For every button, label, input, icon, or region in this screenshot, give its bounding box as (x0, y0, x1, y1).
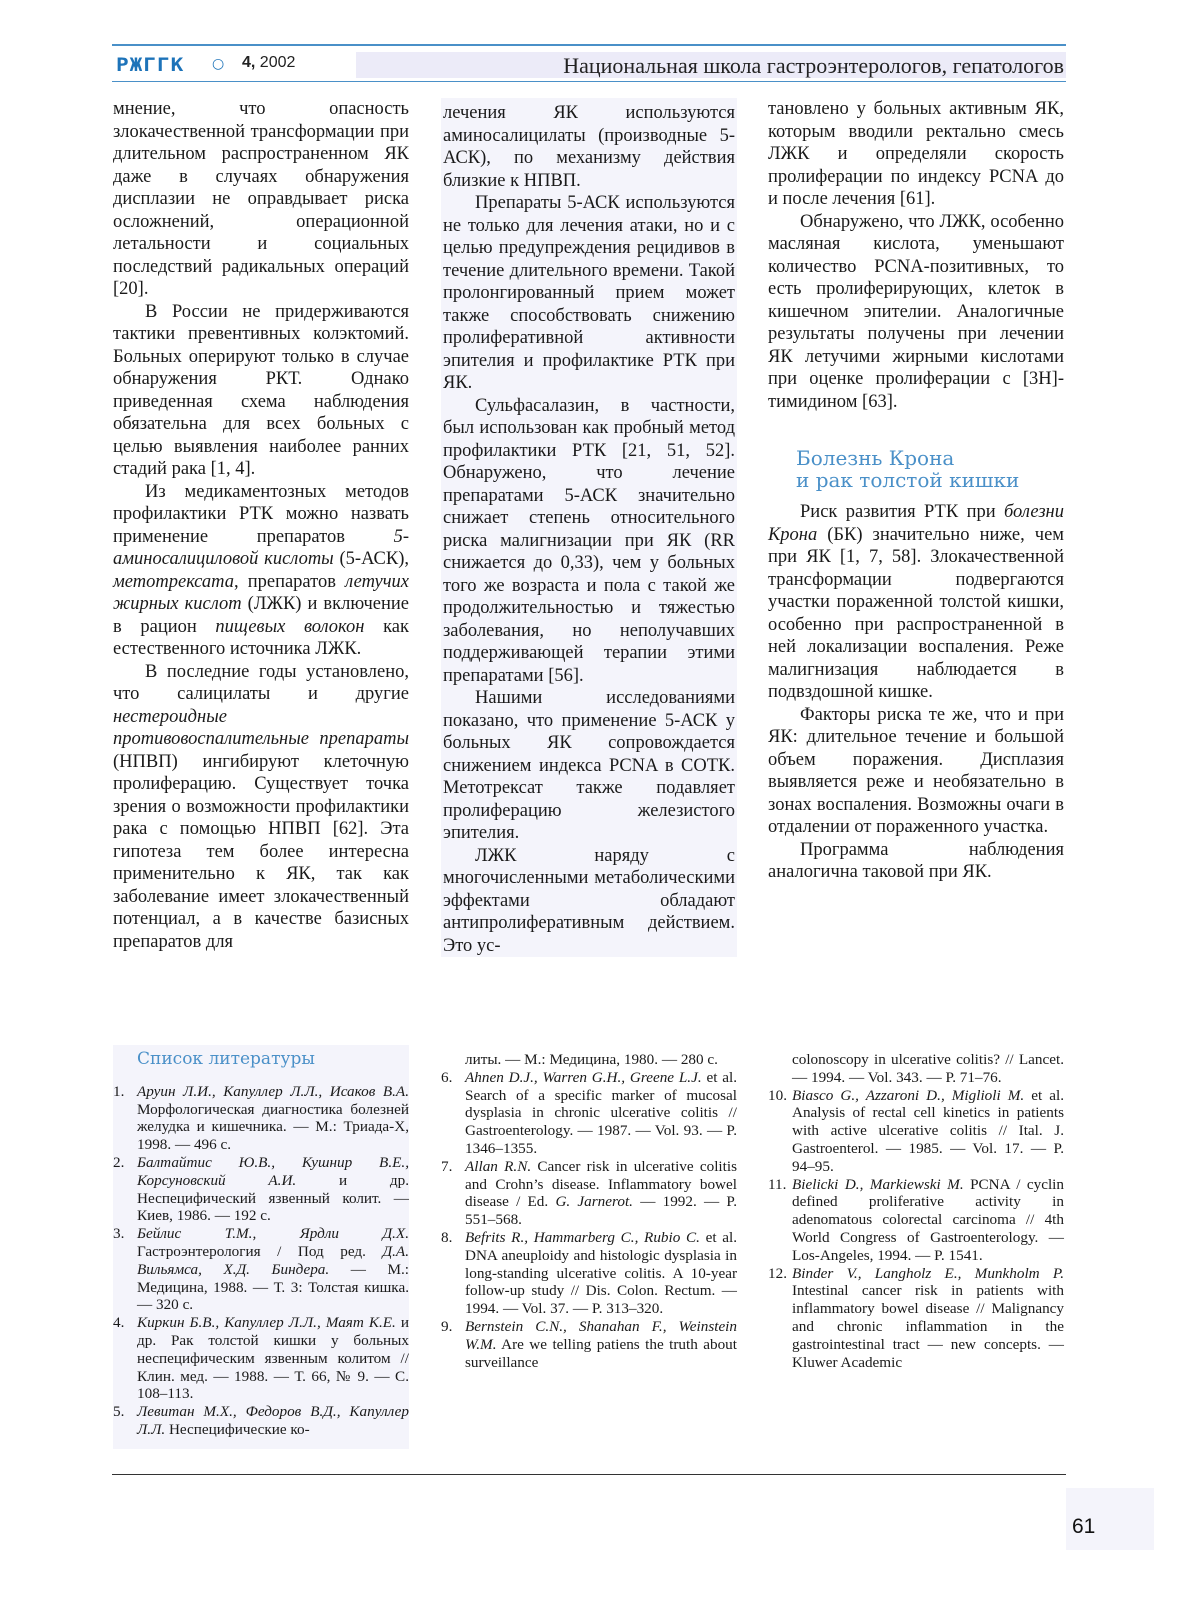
reference-item (768, 1176, 1064, 1265)
section-running-title: Национальная школа гастроэнтерологов, гепатологов (563, 53, 1064, 78)
body-column-3 (768, 98, 1064, 884)
paragraph: Из медикаментозных методов профилактики РТК можно назвать применение препаратов 5-аминосалициловой кислоты (5-АСК), метотрексата, препаратов летучих жирных кислот (ЛЖК) и включение в рацион пищевых волокон как естественного источника ЛЖК. (113, 481, 409, 659)
reference-number: 9. (441, 1317, 453, 1335)
reference-number: 7. (441, 1157, 453, 1175)
reference-text: colonoscopy in ulcerative colitis? // Lancet. — 1994. — Vol. 343. — P. 71–76. (792, 1051, 1064, 1086)
reference-text: Biasco G., Azzaroni D., Miglioli M. et al. Analysis of rectal cell kinetics in patients with active ulcerative colitis // Ital. J. Gastroenterol. — 1985. — Vol. 17. — P. 94–95. (792, 1086, 1065, 1175)
reference-number: 1. (113, 1082, 125, 1100)
page-header (112, 44, 1066, 88)
references-list-2 (441, 1051, 737, 1371)
reference-item (768, 1051, 1064, 1087)
reference-number: 12. (768, 1264, 787, 1282)
paragraph: Риск развития РТК при болезни Крона (БК) значительно ниже, чем при ЯК [1, 7, 58]. Злокачественной трансформации подвергаются участки пораженной толстой кишки, особенно при распространенной в ней локализации воспаления. Реже малигнизация наблюдается в подвздошной кишке. (768, 502, 1064, 702)
body-column-1 (113, 98, 409, 953)
references-list-1 (113, 1083, 409, 1439)
reference-item (768, 1265, 1064, 1372)
page-number: 61 (1072, 1515, 1096, 1538)
reference-item (113, 1314, 409, 1403)
body-column-2 (441, 98, 737, 957)
reference-item (113, 1225, 409, 1314)
reference-text: Befrits R., Hammarberg C., Rubio C. et al. DNA aneuploidy and histologic dysplasia in long-standing ulcerative colitis. A 10-year follow-up study // Dis. Colon. Rectum. — 1994. — Vol. 37. — P. 313–320. (465, 1228, 737, 1318)
reference-number: 11. (768, 1175, 787, 1193)
reference-number: 3. (113, 1225, 125, 1243)
reference-number: 6. (441, 1068, 453, 1086)
paragraph: Сульфасалазин, в частности, был использован как пробный метод профилактики РТК [21, 51, 52]. Обнаружено, что лечение препаратами 5-АСК значительно снижает степень относительного риска малигнизации при ЯК (RR снижается до 0,33), чем у больных того же возраста и пола с такой же продолжительностью и тяжестью заболевания, но неполучавших поддерживающей терапии этими препаратами [56]. (443, 395, 735, 686)
paragraph: В последние годы установлено, что салицилаты и другие нестероидные противовоспалительные препараты (НПВП) ингибируют клеточную пролиферацию. Существует точка зрения о возможности профилактики рака с помощью НПВП [62]. Эта гипотеза тем более интересна применительно к ЯК, так как заболевание имеет злокачественный потенциал, а в качестве базисных препаратов для (113, 661, 409, 952)
reference-text: Аруин Л.И., Капуллер Л.Л., Исаков В.А. Морфологическая диагностика болезней желудка и кишечника. — М.: Триада-Х, 1998. — 496 с. (137, 1082, 409, 1154)
references-column-2 (441, 1051, 737, 1371)
reference-item (441, 1051, 737, 1069)
reference-text: Allan R.N. Cancer risk in ulcerative colitis and Crohn’s disease. Inflammatory bowel disease / Ed. G. Jarnerot. — 1992. — P. 551–568. (465, 1157, 737, 1229)
paragraph: Нашими исследованиями показано, что применение 5-АСК у больных ЯК сопровождается снижением индекса PCNA в СОТК. Метотрексат также подавляет пролиферацию железистого эпителия. (443, 688, 735, 843)
header-rule-top (112, 44, 1066, 46)
reference-text: Binder V., Langholz E., Munkholm P. Intestinal cancer risk in patients with inflammatory bowel disease // Malignancy and chronic inflammation in the gastrointestinal tract — new concepts. — Kluwer Academic (792, 1264, 1064, 1371)
paragraph: Факторы риска те же, что и при ЯК: длительное течение и большой объем поражения. Дисплазия выявляется реже и необязательно в зонах воспаления. Возможны очаги в отдалении от пораженного участка. (768, 704, 1064, 837)
reference-item (441, 1069, 737, 1158)
reference-item (768, 1087, 1064, 1176)
reference-item (441, 1158, 737, 1229)
reference-item (113, 1154, 409, 1225)
reference-text: Левитан М.Х., Федоров В.Д., Капуллер Л.Л. Неспецифические ко- (137, 1403, 409, 1438)
reference-text: Бейлис Т.М., Ярдли Д.Х. Гастроэнтерология / Под ред. Д.А. Вильямса, Х.Д. Биндера. — М.: Медицина, 1988. — Т. 3: Толстая кишка. — 320 с. (137, 1225, 409, 1314)
issue-number: 4, (242, 54, 256, 71)
references-list-3 (768, 1051, 1064, 1371)
reference-number: 5. (113, 1403, 125, 1421)
paragraph: лечения ЯК используются аминосалицилаты (производные 5-АСК), по механизму действия близкие к НПВП. (443, 103, 735, 191)
reference-number: 8. (441, 1228, 453, 1246)
reference-text: Балтайтис Ю.В., Кушнир В.Е., Корсуновский А.И. и др. Неспецифический язвенный колит. — Киев, 1986. — 192 с. (137, 1153, 410, 1225)
reference-text: Bernstein C.N., Shanahan F., Weinstein W.M. Are we telling patiens the truth about surveillance (465, 1317, 737, 1371)
paragraph: тановлено у больных активным ЯК, которым вводили ректально смесь ЛЖК и определяли скорость пролиферации по индексу PCNA до и после лечения [61]. (768, 99, 1064, 209)
footer-rule (112, 1474, 1066, 1475)
reference-item (113, 1403, 409, 1439)
header-rule-bottom (112, 81, 1066, 82)
paragraph: Препараты 5-АСК используются не только для лечения атаки, но и с целью предупреждения рецидивов в течение длительного времени. Такой пролонгированный прием может также способствовать снижению пролиферативной активности эпителия и профилактике РТК при ЯК. (443, 193, 735, 393)
column-3-intro (768, 98, 1064, 413)
header-bullet-icon: ○ (212, 56, 225, 72)
references-column-1 (113, 1045, 409, 1449)
reference-number: 10. (768, 1086, 787, 1104)
references-column-3 (768, 1051, 1064, 1371)
reference-item (441, 1318, 737, 1371)
references-heading: Список литературы (137, 1049, 315, 1069)
reference-text: Киркин Б.В., Капуллер Л.Л., Маят К.Е. и др. Рак толстой кишки у больных неспецифическим язвенным колитом // Клин. мед. — 1988. — Т. 66, № 9. — С. 108–113. (137, 1314, 409, 1403)
journal-logo: РЖГГК (116, 54, 185, 76)
section-heading-line-1: Болезнь Крона (796, 446, 955, 470)
issue-info (242, 54, 295, 72)
column-3-section-body (768, 501, 1064, 884)
issue-year: 2002 (259, 54, 296, 71)
paragraph: Обнаружено, что ЛЖК, особенно масляная кислота, уменьшают количество PCNA-позитивных, то есть пролиферирующих, клеток в кишечном эпителии. Аналогичные результаты получены при лечении ЯК летучими жирными кислотами при оценке пролиферации с [3H]-тимидином [63]. (768, 211, 1064, 412)
paragraph: ЛЖК наряду с многочисленными метаболическими эффектами обладают антипролиферативным действием. Это ус- (443, 845, 735, 956)
reference-item (441, 1229, 737, 1318)
reference-text: Ahnen D.J., Warren G.H., Greene L.J. et al. Search of a specific marker of mucosal dysplasia in chronic ulcerative colitis // Gastroenterology. — 1987. — Vol. 93. — P. 1346–1355. (465, 1068, 737, 1157)
reference-text: литы. — М.: Медицина, 1980. — 280 с. (465, 1051, 718, 1068)
paragraph: В России не придерживаются тактики превентивных колэктомий. Больных оперируют только в случае обнаружения РКТ. Однако приведенная схема наблюдения обязательна для всех больных с целью выявления наиболее ранних стадий рака [1, 4]. (113, 301, 409, 479)
reference-number: 2. (113, 1153, 125, 1171)
paragraph: Программа наблюдения аналогична таковой при ЯК. (768, 839, 1064, 882)
reference-text: Bielicki D., Markiewski M. PCNA / cyclin defined proliferative activity in adenomatous colorectal carcinoma // 4th World Congress of Gastroenterology. — Los-Angeles, 1994. — P. 1541. (792, 1175, 1064, 1264)
section-heading-line-2: и рак толстой кишки (796, 468, 1020, 492)
section-heading (796, 447, 1064, 491)
reference-number: 4. (113, 1314, 125, 1332)
paragraph: мнение, что опасность злокачественной трансформации при длительном распространенном ЯК даже в случаях обнаружения дисплазии не оправдывает риска осложнений, операционной летальности и социальных последствий радикальных операций [20]. (113, 99, 409, 299)
reference-item (113, 1083, 409, 1154)
